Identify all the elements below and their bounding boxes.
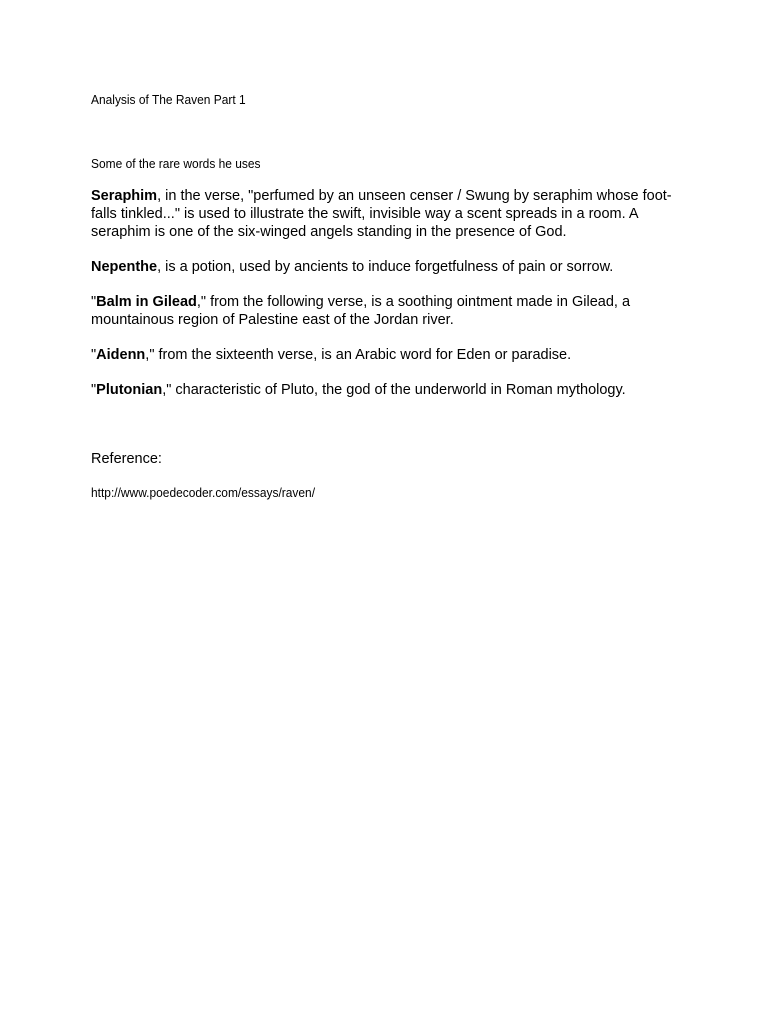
rare-word-entry: [91, 187, 691, 241]
entry-definition: ," characteristic of Pluto, the god of the underworld in Roman mythology.: [162, 382, 626, 398]
section-subtitle: Some of the rare words he uses: [91, 156, 261, 171]
rare-word-entry: [91, 346, 691, 364]
document-title: Analysis of The Raven Part 1: [91, 92, 246, 107]
entry-term: Seraphim: [91, 188, 158, 204]
reference-link[interactable]: http://www.poedecoder.com/essays/raven/: [91, 485, 316, 500]
rare-word-entry: [91, 293, 691, 329]
reference-heading: Reference:: [91, 451, 162, 467]
entry-definition: ," from the sixteenth verse, is an Arabic word for Eden or paradise.: [145, 347, 572, 363]
entry-prefix: ": [91, 347, 97, 363]
entry-term: Plutonian: [96, 382, 163, 398]
entry-term: Aidenn: [96, 347, 146, 363]
entry-prefix: ": [91, 382, 97, 398]
entry-definition: , in the verse, "perfumed by an unseen censer / Swung by seraphim whose foot-falls tinkled..." is used to illustrate the swift, invisible way a scent spreads in a room. A seraphim is one of the six-winged angels standing in the presence of God.: [91, 188, 672, 240]
entry-term: Balm in Gilead: [96, 294, 197, 310]
rare-word-entry: [91, 381, 691, 399]
rare-word-entry: [91, 258, 691, 276]
rare-words-list: [91, 187, 691, 416]
entry-definition: ," from the following verse, is a soothing ointment made in Gilead, a mountainous region of Palestine east of the Jordan river.: [91, 294, 631, 328]
entry-definition: , is a potion, used by ancients to induce forgetfulness of pain or sorrow.: [157, 259, 614, 275]
entry-term: Nepenthe: [91, 259, 158, 275]
entry-prefix: ": [91, 294, 97, 310]
